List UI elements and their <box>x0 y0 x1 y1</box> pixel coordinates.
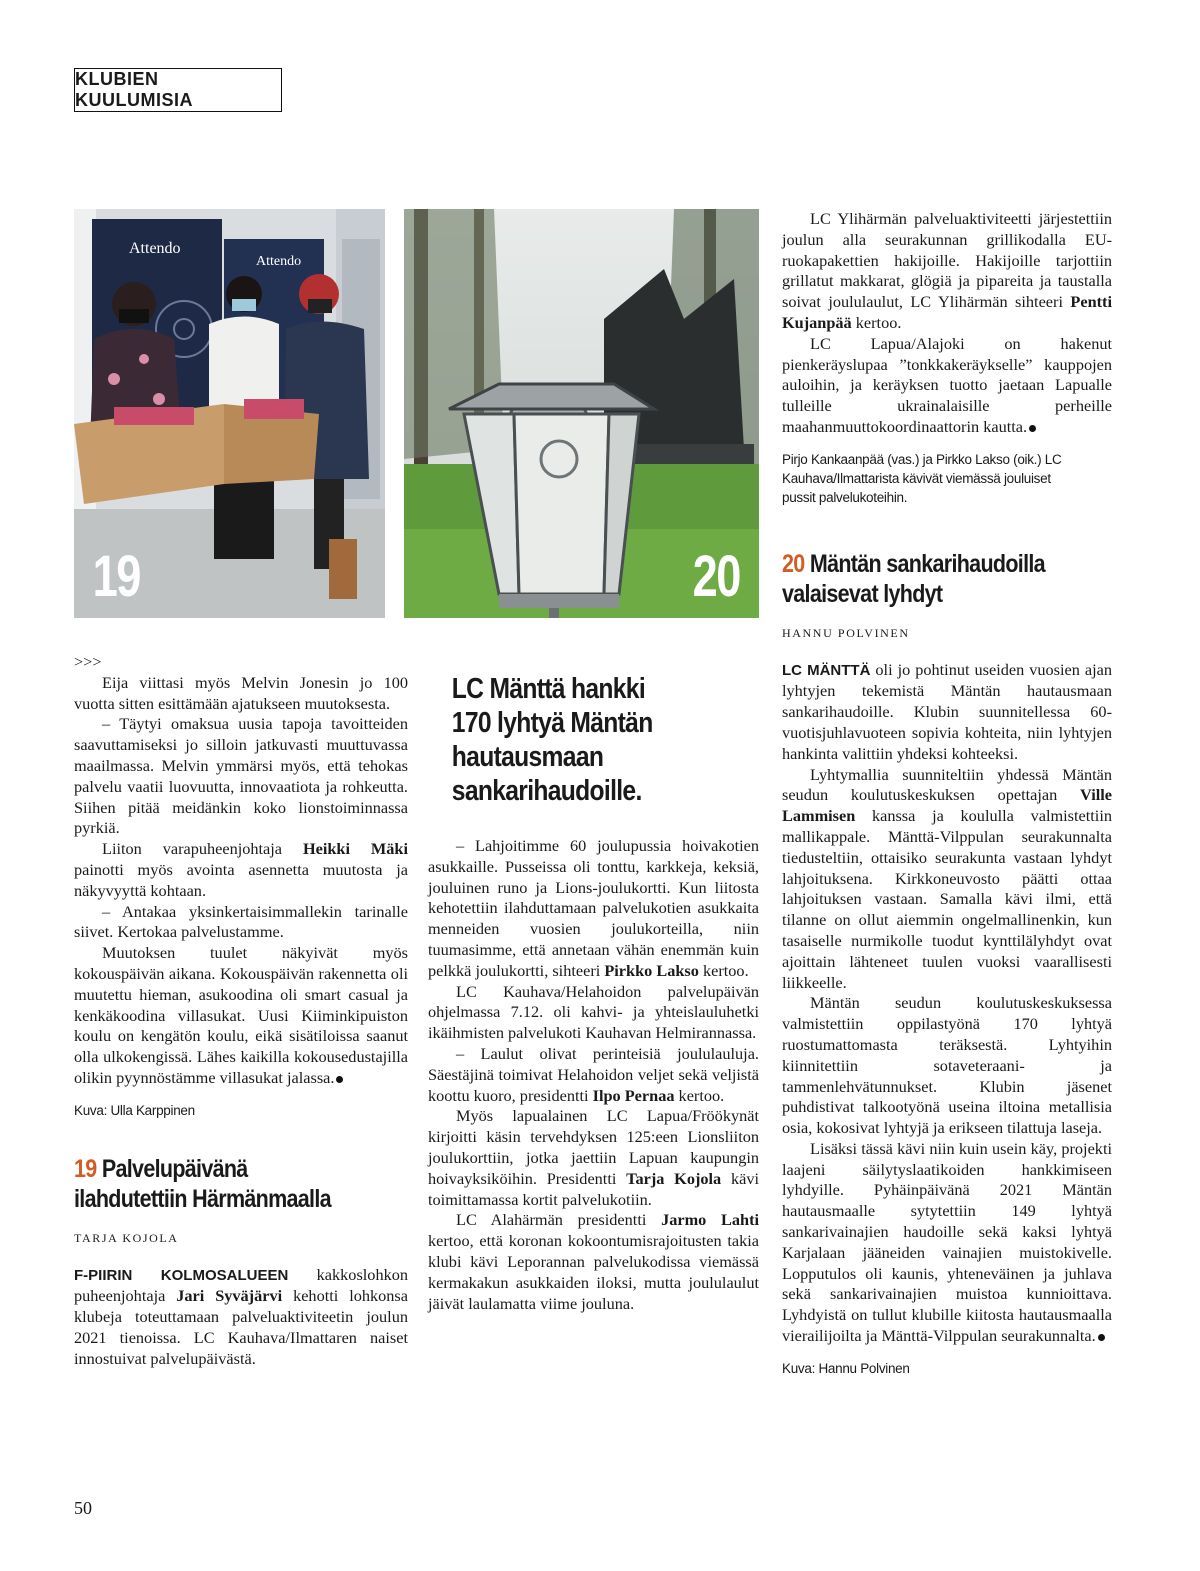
article-20-paragraph-1: LC MÄNTTÄ oli jo pohtinut useiden vuosien ajan lyhtyjen tekemistä Mäntän hautausmaan sankarihaudoille. Klubin suunnitellessa 60-vuotisjuhlavuoteen sopivia kohteita, niin lyhtyjen hankinta valittiin yhdeksi kohteeksi. <box>782 659 1112 763</box>
left-photo-credit: Kuva: Ulla Karppinen <box>74 1102 195 1118</box>
right-column <box>782 209 1112 1378</box>
photo-20-lantern <box>404 209 759 618</box>
photo-19-caption: Pirjo Kankaanpää (vas.) ja Pirkko Lakso (oik.) LC Kauhava/Ilmattarista kävivät viemässä jouluiset pussit palvelukoteihin. <box>782 451 1062 505</box>
end-dot <box>1029 425 1036 432</box>
page-number: 50 <box>74 1498 92 1518</box>
left-column <box>74 652 408 1370</box>
article-19-paragraph: F-PIIRIN KOLMOSALUEEN kakkoslohkon puheenjohtaja Jari Syväjärvi kehotti lohkonsa klubeja toteuttamaan palveluaktiviteetin joulun 2021 tienoissa. LC Kauhava/Ilmattaren naiset innostuivat palvelupäivästä. <box>74 1264 409 1368</box>
article-19-byline: TARJA KOJOLA <box>74 1230 179 1245</box>
right-paragraph-2: LC Lapua/Alajoki on hakenut pienkeräyslupaa ”tonkkakeräykselle” kauppojen auloihin, ja keräyksen tuotto jaetaan Lapualle tulleille ukrainalaisille perheille maahanmuuttokoordinaattorin kautta. <box>782 333 1112 436</box>
article-19-title: 19 Palvelupäivänä ilahdutettiin Härmänmaalla <box>74 1154 331 1213</box>
attendo-sign-1: Attendo <box>129 240 181 257</box>
end-dot <box>1098 1334 1105 1341</box>
photo-number-19: 19 <box>92 544 140 609</box>
middle-paragraph-4: Myös lapualainen LC Lapua/Fröökynät kirjoitti käsin tervehdyksen 125:een Lionsliiton joulukorttiin, jotka jaettiin Lapuan kaupungin hoivayksiköihin. Presidentti Tarja Kojola kävi toimittamassa kortit palvelukotiin. <box>428 1106 759 1209</box>
article-20-paragraph-2: Lyhtymallia suunniteltiin yhdessä Mäntän seudun koulutuskeskuksen opettajan Ville Lammisen kanssa ja koululla valmistettiin mallikappale. Mänttä-Vilppulan seurakunnalta tiedusteltiin, ottaisiko seurakunta vastaan lyhdyt lahjoituksena. Kirkkoneuvosto päätti ottaa lahjoituksen vastaan. Samalla kävi ilmi, että tilanne on ollut aiemmin ongelmallinenkin, kun tasaiselle nurmikolle tuodut kynttilälyhdyt ovat ajoittain lähteneet tuulen vuoksi vaarallisesti liikkeelle. <box>782 764 1112 992</box>
left-paragraph-1: Eija viittasi myös Melvin Jonesin jo 100 vuotta sitten esittämään ajatukseen muutoksesta. <box>74 672 408 713</box>
article-20-paragraph-3: Mäntän seudun koulutuskeskuksessa valmistettiin oppilastyönä 170 lyhtyä ruostumattomasta teräksestä. Lyhtyihin kiinnitettiin sotaveteraani- ja tammenlehvätunnukset. Klubin jäsenet puhdistivat talkootyönä useina iltoina metallisia osia, kokosivat lyhtyjä ja erikseen tilattuja laseja. <box>782 993 1112 1138</box>
middle-paragraph-2: LC Kauhava/Helahoidon palvelupäivän ohjelmassa 7.12. oli kahvi- ja yhteislauluhetki ikäihmisten palvelukoti Kauhavan Helmirannassa. <box>428 981 759 1043</box>
middle-column <box>428 672 759 1314</box>
left-paragraph-heikki: Liiton varapuheenjohtaja Heikki Mäki painotti myös avointa asennetta muutosta ja näkyvyyttä kohtaan. <box>74 839 408 900</box>
photo-number-20: 20 <box>692 544 740 609</box>
attendo-sign-2: Attendo <box>256 254 302 269</box>
middle-paragraph-3: – Laulut olivat perinteisiä joululauluja. Säestäjinä toimivat Helahoidon veljet sekä veljistä koottu kuoro, presidentti Ilpo Pernaa kertoo. <box>428 1043 759 1105</box>
left-paragraph-3: – Antakaa yksinkertaisimmallekin tarinalle siivet. Kertokaa palvelustamme. <box>74 901 408 942</box>
left-paragraph-4: Muutoksen tuulet näkyivät myös kokouspäivän aikana. Kokouspäivän rakennetta oli muutettu hieman, asukoodina oli smart casual ja kenkäkoodina villasukat. Uusi Kiiminkipuiston koulu on kengätön koulu, eikä sisätiloissa saanut olla ulkokengissä. Lähes kaikilla kokousedustajilla olikin pyynnöstämme villasukat jalassa. <box>74 943 408 1087</box>
middle-headline: LC Mänttä hankki 170 lyhtyä Mäntän hautausmaan sankarihaudoille. <box>451 673 653 807</box>
end-dot <box>336 1076 343 1083</box>
continuation-marker: >>> <box>74 652 102 671</box>
left-paragraph-2: – Täytyi omaksua uusia tapoja tavoitteiden saavuttamiseksi jo silloin jatkuvasti muuttuvassa maailmassa. Melvin ymmärsi myös, että tehokas palvelu vaatii luovuutta, innovaatiota ja rohkeutta. Siihen pitää meidänkin koko lionstoiminnassa pyrkiä. <box>74 714 408 838</box>
right-photo-credit: Kuva: Hannu Polvinen <box>782 1360 910 1376</box>
article-20-byline: HANNU POLVINEN <box>782 625 910 640</box>
article-20-paragraph-4: Lisäksi tässä kävi niin kuin usein käy, projekti laajeni säilytyslaatikoiden hankkimiseen lyhdyille. Pyhäinpäivänä 2021 Mäntän hautausmaalle sytytettiin 149 lyhtyä sankarivainajien haudoille sekä kaksi lyhtyä Karjalaan jääneiden vainajien muistokivelle. Lopputulos oli kaunis, yhteneväinen ja juhlava sekä sankarivainajien muistoa kunnioittava. Lyhdyistä on tullut klubille kiitosta hautausmaalla vierailijoilta ja Mänttä-Vilppulan seurakunnalta. <box>782 1138 1112 1346</box>
article-20-title: 20 Mäntän sankarihaudoilla valaisevat lyhdyt <box>782 549 1045 608</box>
right-paragraph-1: LC Ylihärmän palveluaktiviteetti järjestettiin joulun alla seurakunnan grillikodalla EU-ruokapakettien hakijoille. Hakijoille tarjottiin grillatut makkarat, glögiä ja pipareita ja taustalla soivat joululaulut, LC Ylihärmän sihteeri Pentti Kujanpää kertoo. <box>782 209 1112 332</box>
middle-paragraph-5: LC Alahärmän presidentti Jarmo Lahti kertoo, että koronan kokoontumisrajoitusten takia klubi kävi Leporannan palvelukodissa viemässä kermakakun asukkaiden iloksi, mutta joululaulut jäivät laulamatta viime jouluna. <box>428 1210 760 1313</box>
section-tag: KLUBIEN KUULUMISIA <box>74 68 282 112</box>
middle-paragraph-1: – Lahjoitimme 60 joulupussia hoivakotien asukkaille. Pusseissa oli tonttu, karkkeja, keksiä, jouluinen runo ja Lions-joulukortti. Kun liitosta kehotettiin ilahduttamaan palvelukotien asukkaita menneiden vuosien joulukorteilla, niin tuumasimme, että annetaan vähän enemmän kuin pelkkä joulukortti, sihteeri Pirkko Lakso kertoo. <box>428 836 759 980</box>
photo-19-volunteers <box>74 209 385 618</box>
